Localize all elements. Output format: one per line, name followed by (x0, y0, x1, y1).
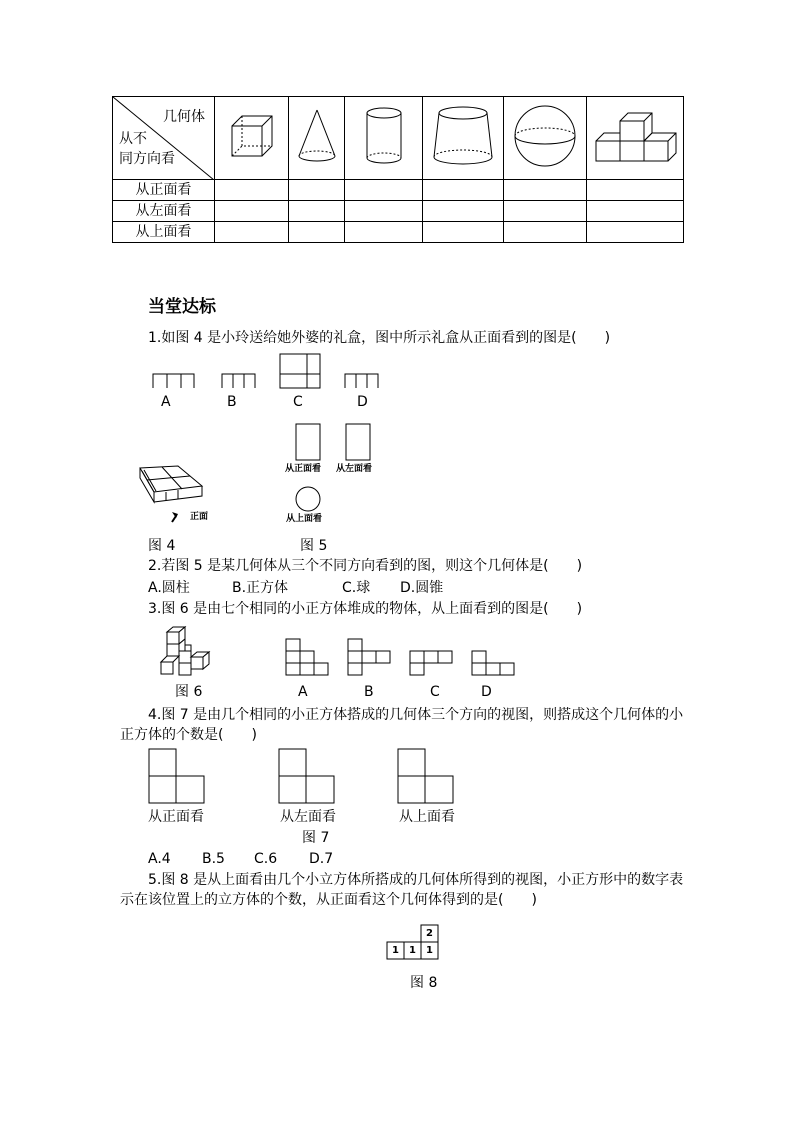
q2-option-b: B.正方体 (232, 580, 289, 596)
shape-cell-cylinder (345, 97, 423, 180)
q1-text: 1.如图 4 是小玲送给她外婆的礼盒，图中所示礼盒从正面看到的图是( ) (148, 330, 611, 346)
q1-option-b: B (227, 394, 237, 410)
fig8-label: 图 8 (410, 975, 438, 991)
sphere-icon (510, 103, 580, 169)
fig7-left-label: 从左面看 (280, 809, 336, 825)
views-table (112, 96, 684, 243)
fig7-label: 图 7 (302, 830, 330, 846)
fig5-label: 图 5 (300, 538, 328, 554)
fig7-top-label: 从上面看 (399, 809, 455, 825)
q4-text-line1: 4.图 7 是由几个相同的小正方体搭成的几何体三个方向的视图，则搭成这个几何体的小 (148, 707, 684, 723)
diagonal-header-cell (113, 97, 215, 180)
q5-text-line2: 示在该位置上的立方体的个数，从正面看这个几何体得到的是( ) (120, 892, 537, 908)
q4-option-c: C.6 (254, 851, 278, 867)
q2-option-a: A.圆柱 (148, 580, 190, 596)
shape-cell-sphere (504, 97, 587, 180)
q1-option-figures (150, 350, 390, 392)
q5-text-line1: 5.图 8 是从上面看由几个小立方体所搭成的几何体所得到的视图，小正方形中的数字表 (148, 872, 684, 888)
q1-option-a: A (161, 394, 171, 410)
q2-option-c: C.球 (342, 580, 371, 596)
fig8-cell-count: 1 (392, 945, 399, 956)
fig5-front-label: 从正面看 (285, 464, 322, 474)
cube-stack-icon (590, 103, 680, 169)
frustum-icon (430, 103, 496, 169)
q4-text-line2: 正方体的个数是( ) (120, 727, 257, 743)
q3-option-a: A (298, 684, 308, 700)
shape-cell-frustum (423, 97, 504, 180)
q3-option-d: D (481, 684, 492, 700)
q4-option-a: A.4 (148, 851, 171, 867)
fig7-front-label: 从正面看 (148, 809, 204, 825)
fig8-cell-count: 1 (426, 945, 433, 956)
q3-option-c: C (430, 684, 440, 700)
q2-option-d: D.圆锥 (400, 580, 444, 596)
shape-cell-cone (289, 97, 345, 180)
q3-text: 3.图 6 是由七个相同的小正方体堆成的物体，从上面看到的图是( ) (148, 601, 583, 617)
row-label-left: 从左面看 (113, 201, 215, 222)
cone-icon (295, 106, 339, 166)
fig7-views (146, 746, 462, 806)
fig5-top-label: 从上面看 (286, 514, 323, 524)
header-direction-label-1: 从不 (119, 131, 147, 147)
q1-option-c: C (293, 394, 303, 410)
section-title: 当堂达标 (148, 297, 216, 317)
fig4-label: 图 4 (148, 538, 176, 554)
fig6-label: 图 6 (175, 684, 203, 700)
cylinder-icon (362, 104, 406, 168)
header-shape-label: 几何体 (163, 109, 205, 125)
q1-option-d: D (357, 394, 368, 410)
row-label-front: 从正面看 (113, 180, 215, 201)
q2-text: 2.若图 5 是某几何体从三个不同方向看到的图，则这个几何体是( ) (148, 558, 583, 574)
shape-cell-cube (215, 97, 289, 180)
fig4-front-label: 正面 (190, 512, 209, 522)
fig8-cell-count: 1 (409, 945, 416, 956)
shape-cell-cube-stack (587, 97, 684, 180)
fig5-left-label: 从左面看 (336, 464, 373, 474)
fig6-cube-stack (155, 624, 211, 680)
q4-option-b: B.5 (202, 851, 225, 867)
q3-option-figures (285, 638, 517, 678)
fig8-cell-count: 2 (426, 928, 433, 939)
q3-option-b: B (364, 684, 374, 700)
q4-option-d: D.7 (309, 851, 334, 867)
header-direction-label-2: 同方向看 (119, 151, 175, 167)
cube-icon (227, 110, 277, 162)
row-label-top: 从上面看 (113, 222, 215, 243)
